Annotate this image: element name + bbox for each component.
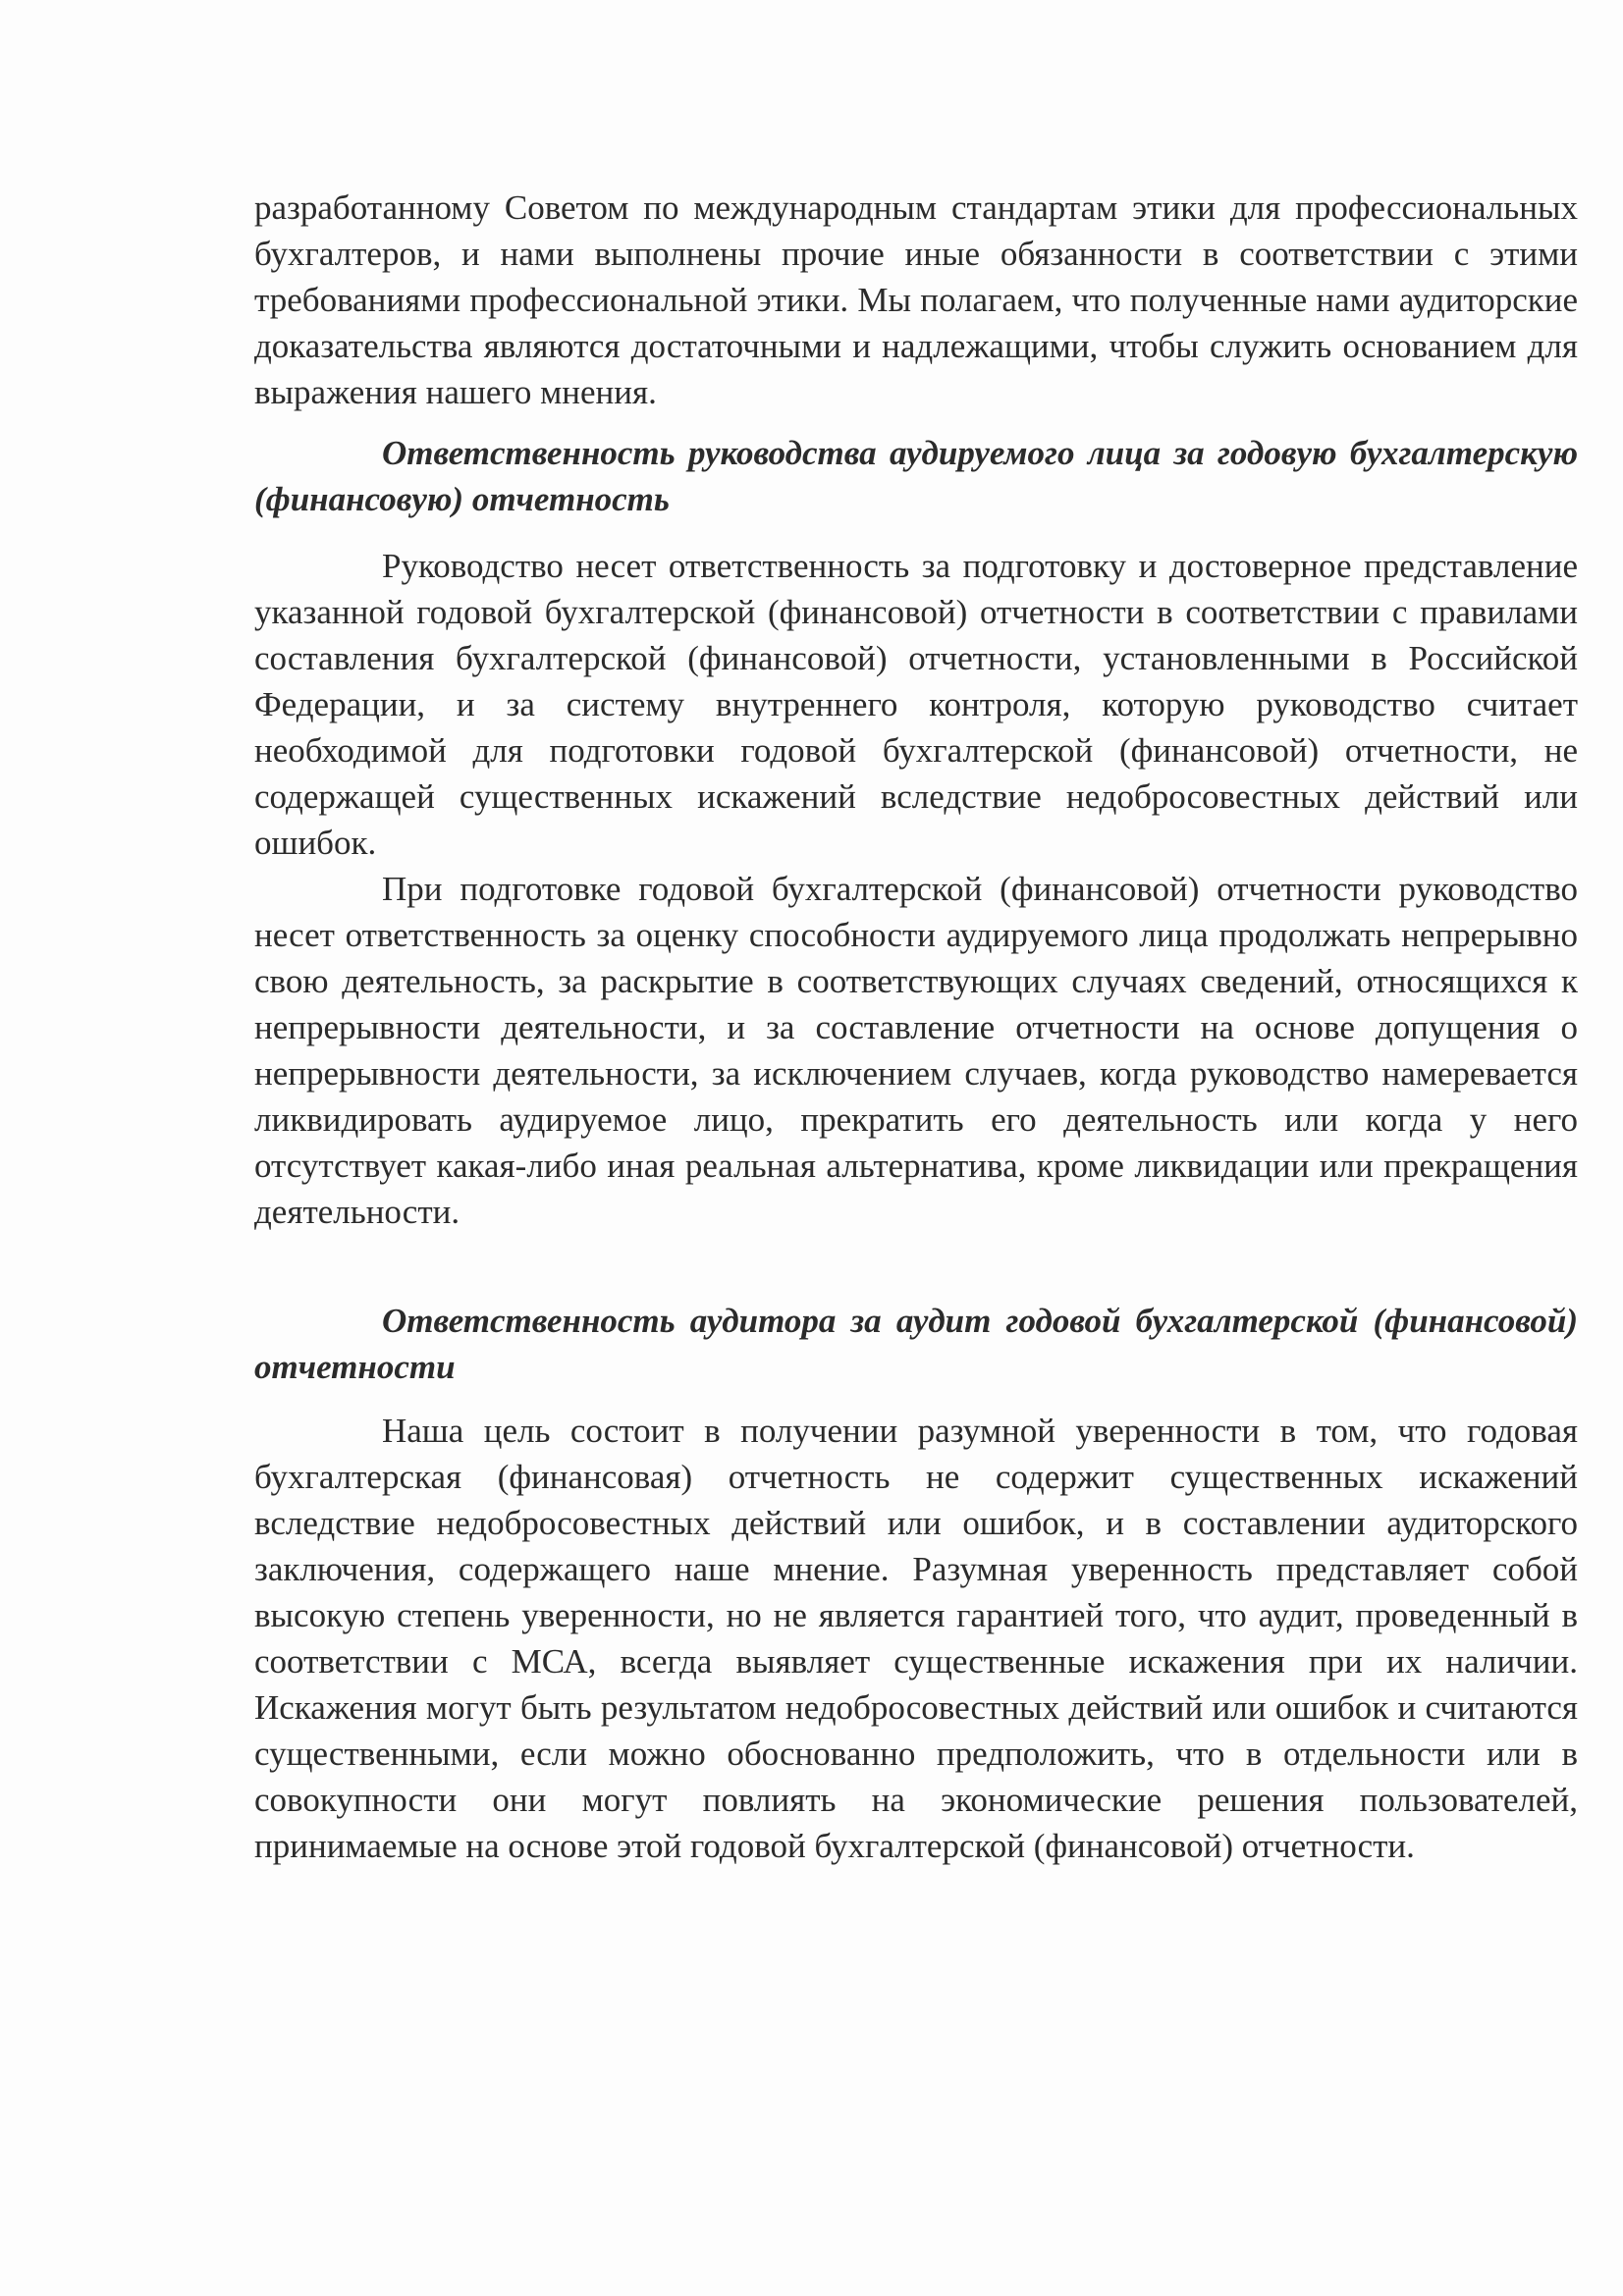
- paragraph-management-1: Руководство несет ответственность за подготовку и достоверное представление указанной годовой бухгалтерской (финансовой) отчетности в соответствии с правилами составления бухгалтерской (финансовой) отчетности, установленными в Российской Федерации, и за систему внутреннего контроля, которую руководство считает необходимой для подготовки годовой бухгалтерской (финансовой) отчетности, не содержащей существенных искажений вследствие недобросовестных действий или ошибок.: [254, 547, 1578, 862]
- heading-auditor-responsibility: Ответственность аудитора за аудит годовой бухгалтерской (финансовой) отчетности: [254, 1302, 1578, 1386]
- paragraph-auditor-1: Наша цель состоит в получении разумной уверенности в том, что годовая бухгалтерская (финансовая) отчетность не содержит существенных искажений вследствие недобросовестных действий или ошибок, и в составлении аудиторского заключения, содержащего наше мнение. Разумная уверенность представляет собой высокую степень уверенности, но не является гарантией того, что аудит, проведенный в соответствии с МСА, всегда выявляет существенные искажения при их наличии. Искажения могут быть результатом недобросовестных действий или ошибок и считаются существенными, если можно обоснованно предположить, что в отдельности или в совокупности они могут повлиять на экономические решения пользователей, принимаемые на основе этой годовой бухгалтерской (финансовой) отчетности.: [254, 1412, 1578, 1865]
- paragraph-intro: разработанному Советом по международным стандартам этики для профессиональных бухгалтеров, и нами выполнены прочие иные обязанности в соответствии с этими требованиями профессиональной этики. Мы полагаем, что полученные нами аудиторские доказательства являются достаточными и надлежащими, чтобы служить основанием для выражения нашего мнения.: [254, 188, 1578, 411]
- paragraph-management-2: При подготовке годовой бухгалтерской (финансовой) отчетности руководство несет ответственность за оценку способности аудируемого лица продолжать непрерывно свою деятельность, за раскрытие в соответствующих случаях сведений, относящихся к непрерывности деятельности, и за составление отчетности на основе допущения о непрерывности деятельности, за исключением случаев, когда руководство намеревается ликвидировать аудируемое лицо, прекратить его деятельность или когда у него отсутствует какая-либо иная реальная альтернатива, кроме ликвидации или прекращения деятельности.: [254, 870, 1578, 1231]
- heading-management-responsibility: Ответственность руководства аудируемого лица за годовую бухгалтерскую (финансовую) отчетность: [254, 434, 1578, 518]
